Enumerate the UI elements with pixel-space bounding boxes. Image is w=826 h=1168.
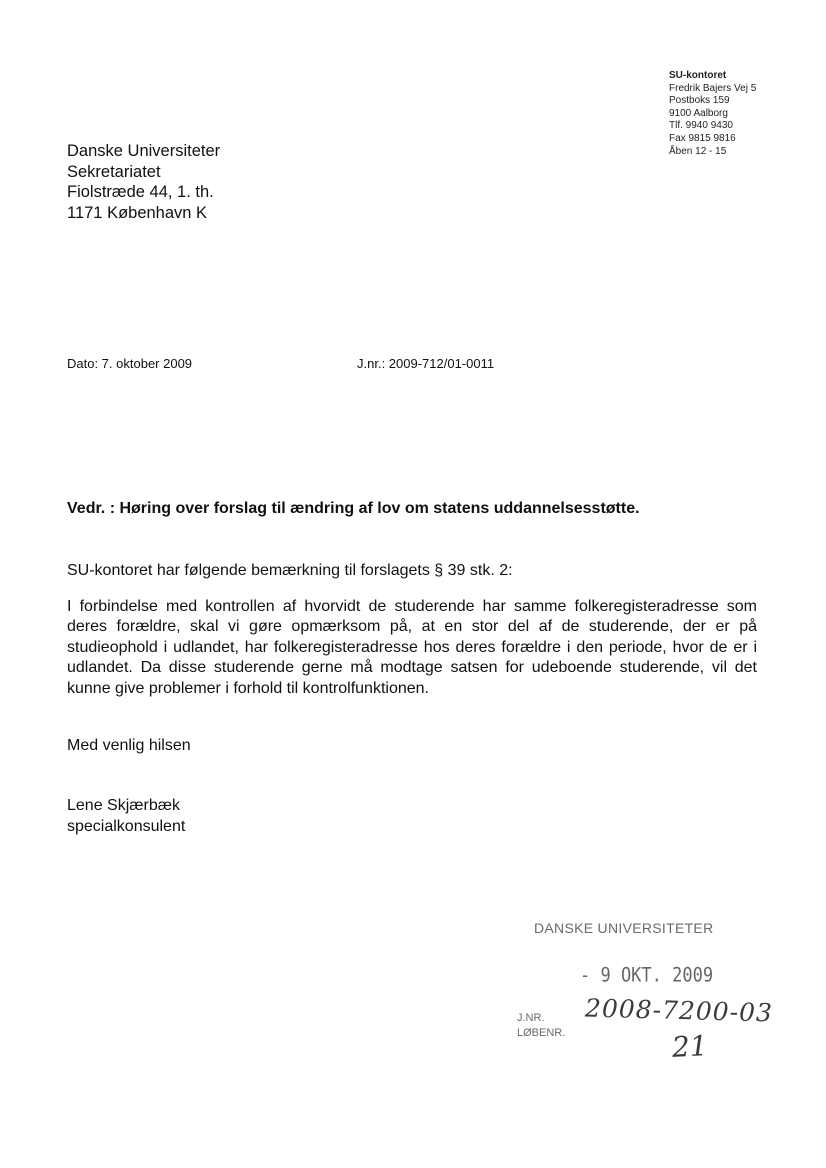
handwritten-serial-number: 21 xyxy=(671,1029,709,1064)
closing-salutation: Med venlig hilsen xyxy=(67,737,191,754)
recipient-department: Sekretariatet xyxy=(67,162,161,181)
signatory-name: Lene Skjærbæk xyxy=(67,797,180,814)
intro-sentence: SU-kontoret har følgende bemærkning til forslagets § 39 stk. 2: xyxy=(67,562,513,579)
sender-opening-hours: Åben 12 - 15 xyxy=(669,145,727,157)
signature-block xyxy=(67,796,185,837)
recipient-city: 1171 København K xyxy=(67,203,208,222)
letter-date: Dato: 7. oktober 2009 xyxy=(67,356,193,371)
recipient-address-block xyxy=(67,141,220,223)
sender-fax: Fax 9815 9816 xyxy=(669,132,736,144)
stamp-lobenr-label: LØBENR. xyxy=(517,1027,566,1039)
journal-number: J.nr.: 2009-712/01-0011 xyxy=(357,356,495,371)
received-stamp-date: - 9 OKT. 2009 xyxy=(580,964,714,987)
sender-street: Fredrik Bajers Vej 5 xyxy=(669,82,757,94)
body-paragraph: I forbindelse med kontrollen af hvorvidt de studerende har samme folkeregisteradresse som deres forældre, skal vi gøre opmærksom på, at en stor del af de studerende, der er på studieophold i udlandet, har folkeregisteradresse hos deres forældre i den periode, hvor de er i udlandet. Da disse studerende gerne må modtage satsen for udeboende studerende, vil det kunne give problemer i forhold til kontrolfunktionen. xyxy=(67,598,757,697)
sender-phone: Tlf. 9940 9430 xyxy=(669,120,733,132)
handwritten-journal-number: 2008-7200-03 xyxy=(584,993,774,1028)
sender-city: 9100 Aalborg xyxy=(669,107,728,119)
received-stamp-organization: DANSKE UNIVERSITETER xyxy=(534,920,714,936)
sender-address-block xyxy=(669,70,756,158)
stamp-jnr-label: J.NR. xyxy=(517,1012,545,1024)
signatory-title: specialkonsulent xyxy=(67,817,186,835)
sender-office-name: SU-kontoret xyxy=(669,70,727,81)
sender-po-box: Postboks 159 xyxy=(669,95,730,107)
subject-line: Vedr. : Høring over forslag til ændring af lov om statens uddannelsesstøtte. xyxy=(67,500,640,517)
recipient-organization: Danske Universiteter xyxy=(67,142,221,160)
recipient-street: Fiolstræde 44, 1. th. xyxy=(67,183,214,201)
